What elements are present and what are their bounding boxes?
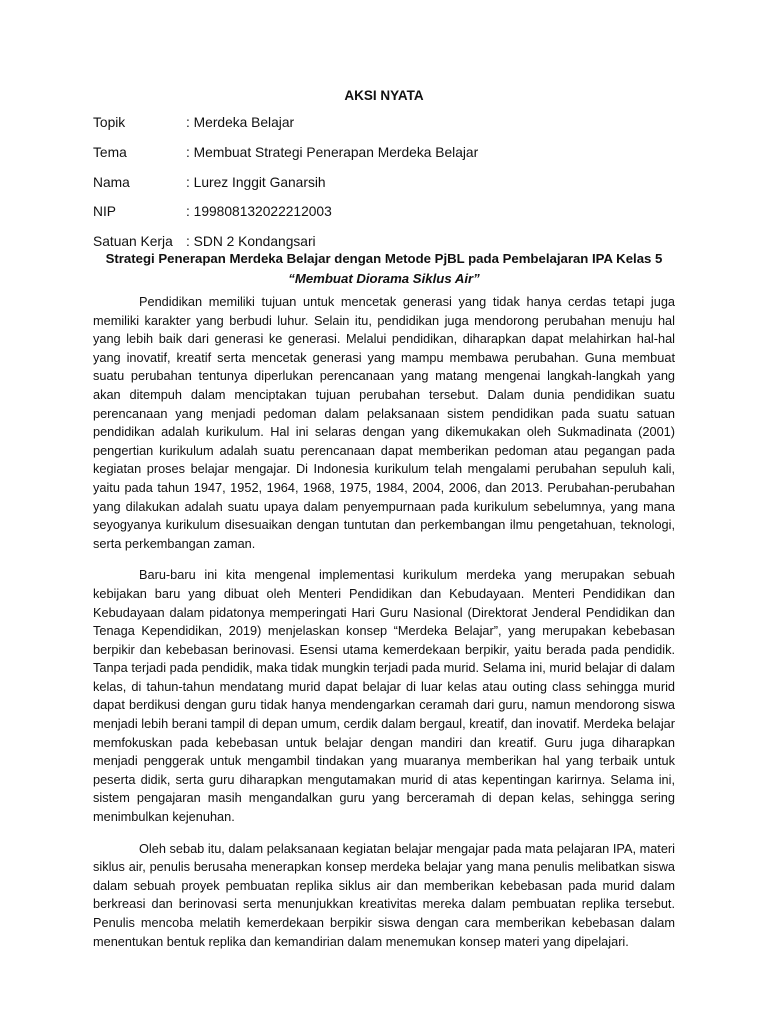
info-value: : SDN 2 Kondangsari <box>186 234 316 250</box>
info-row-topik <box>93 114 478 144</box>
info-row-nama <box>93 174 478 204</box>
info-row-tema <box>93 144 478 174</box>
info-value: : Merdeka Belajar <box>186 115 295 130</box>
info-label: Tema <box>93 144 127 160</box>
info-label: Satuan Kerja <box>93 234 173 250</box>
info-label: Topik <box>93 115 126 130</box>
subtitle-line-1: Strategi Penerapan Merdeka Belajar dengan Metode PjBL pada Pembelajaran IPA Kelas 5 <box>105 251 663 266</box>
info-value: : 199808132022212003 <box>186 204 332 220</box>
info-value: : Membuat Strategi Penerapan Merdeka Belajar <box>186 144 479 160</box>
body-paragraph: Pendidikan memiliki tujuan untuk mencetak generasi yang tidak hanya cerdas tetapi juga memiliki karakter yang berbudi luhur. Selain itu, pendidikan juga mendorong perubahan menuju hal yang lebih baik dari generasi ke generasi. Melalui pendidikan, diharapkan dapat melahirkan hal-hal yang inovatif, kreatif serta mencetak generasi yang mampu membawa perubahan. Guna membuat suatu perubahan tentunya diperlukan perencanaan yang matang mengenai langkah-langkah yang akan ditempuh dalam menciptakan tujuan perubahan tersebut. Dalam dunia pendidikan suatu perencanaan yang menjadi pedoman dalam pelaksanaan sistem pendidikan pada suatu satuan pendidikan adalah kurikulum. Hal ini selaras dengan yang dikemukakan oleh Sukmadinata (2001) pengertian kurikulum adalah suatu perencanaan dapat memberikan pedoman atau pegangan pada kegiatan proses belajar mengajar. Di Indonesia kurikulum telah mengalami perubahan sepuluh kali, yaitu pada tahun 1947, 1952, 1964, 1968, 1975, 1984, 2004, 2006, dan 2013. Perubahan-perubahan yang dilakukan adalah suatu upaya dalam penyempurnaan pada kurikulum sebelumnya, yang mana seyogyanya kurikulum disesuaikan dengan tuntutan dan perkembangan ilmu pengetahuan, teknologi, serta perkembangan zaman. <box>93 294 675 551</box>
info-row-nip <box>93 203 478 233</box>
body-paragraph: Oleh sebab itu, dalam pelaksanaan kegiatan belajar mengajar pada mata pelajaran IPA, materi siklus air, penulis berusaha menerapkan konsep merdeka belajar yang mana penulis melibatkan siswa dalam sebuah proyek pembuatan replika siklus air dan memberikan kebebasan pada murid dalam berkreasi dan berinovasi serta menunjukkan kreativitas mereka dalam pembuatan replika tersebut. Penulis mencoba melatih kemerdekaan berpikir siswa dengan cara memberikan kebebasan dalam menentukan bentuk replika dan kemandirian dalam menemukan konsep materi yang dipelajari. <box>93 840 675 949</box>
info-label: NIP <box>93 204 116 220</box>
document-body <box>93 293 675 964</box>
document-title: AKSI NYATA <box>344 88 424 103</box>
info-value: : Lurez Inggit Ganarsih <box>186 174 326 190</box>
subtitle-line-2: “Membuat Diorama Siklus Air” <box>288 271 480 286</box>
info-table <box>93 114 478 263</box>
info-label: Nama <box>93 174 130 190</box>
body-paragraph: Baru-baru ini kita mengenal implementasi kurikulum merdeka yang merupakan sebuah kebijakan baru yang dibuat oleh Menteri Pendidikan dan Kebudayaan. Menteri Pendidikan dan Kebudayaan dalam pidatonya memperingati Hari Guru Nasional (Direktorat Jenderal Pendidikan dan Tenaga Kependidikan, 2019) menjelaskan konsep “Merdeka Belajar”, yang merupakan kebebasan berpikir dan kebebasan berinovasi. Esensi utama kemerdekaan berpikir, yaitu berada pada pendidik. Tanpa terjadi pada pendidik, maka tidak mungkin terjadi pada murid. Selama ini, murid belajar di dalam kelas, di tahun-tahun mendatang murid dapat belajar di luar kelas atau outing class sehingga murid dapat berdikusi dengan guru tidak hanya mendengarkan ceramah dari guru, namun mendorong siswa menjadi lebih berani tampil di depan umum, cerdik dalam bergaul, kreatif, dan inovatif. Merdeka belajar memfokuskan pada kebebasan untuk belajar dengan mandiri dan kreatif. Guru juga diharapkan menjadi penggerak untuk mengambil tindakan yang muaranya memberikan hal yang terbaik untuk peserta didik, serta guru diharapkan mengutamakan murid di atas kepentingan karirnya. Selama ini, sistem pengajaran masih mengandalkan guru yang berceramah di depan kelas, sehingga sering menimbulkan kejenuhan. <box>93 567 675 825</box>
document-subtitle <box>0 249 768 289</box>
